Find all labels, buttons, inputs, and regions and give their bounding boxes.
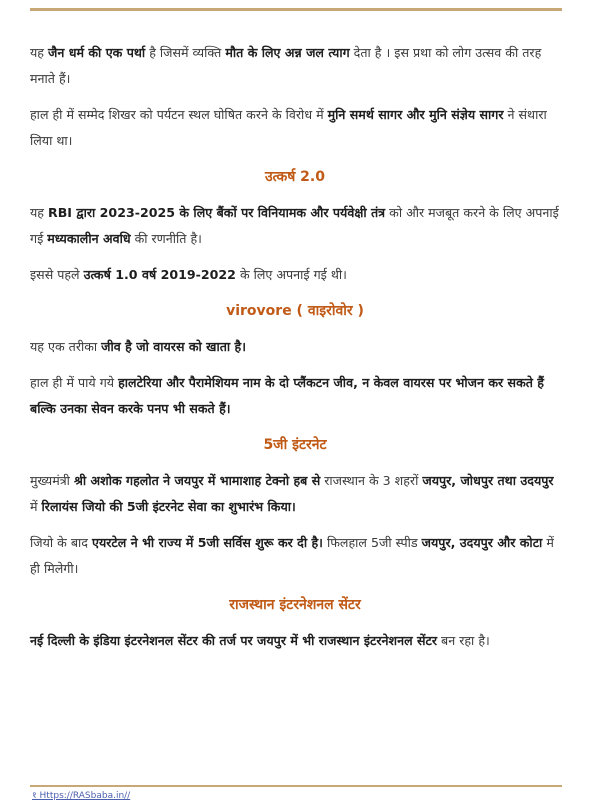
text-run: राजस्थान के 3 शहरों (320, 473, 423, 488)
bold-text: RBI द्वारा 2023-2025 के लिए बैंकों पर विनियामक और पर्यवेक्षी तंत्र (48, 205, 386, 220)
text-run: की रणनीति है। (130, 231, 202, 246)
text-run: में ही मिलेगी। (30, 535, 554, 576)
top-divider (30, 8, 562, 11)
bottom-divider (30, 785, 562, 787)
heading-5g-internet (30, 432, 560, 458)
bold-text: जीव है जो वायरस को खाता है। (101, 339, 247, 354)
heading-rajasthan-international-centre (30, 592, 560, 618)
paragraph (30, 530, 560, 582)
heading-utkarsh (30, 164, 560, 190)
text-run: फिलहाल 5जी स्पीड (322, 535, 422, 550)
text-run: उत्कर्ष 2.0 (265, 169, 325, 185)
bold-text: मुनि समर्थ सागर और मुनि संज्ञेय सागर (327, 107, 504, 122)
bold-text: उत्कर्ष 1.0 वर्ष 2019-2022 (83, 267, 236, 282)
text-run: यह एक तरीका (30, 339, 102, 354)
bold-text: जयपुर, उदयपुर और कोटा (421, 535, 543, 550)
text-run: यह (30, 45, 48, 60)
text-run: जियो के बाद (30, 535, 92, 550)
text-run: ने संथारा लिया था। (30, 107, 547, 148)
text-run: यह (30, 205, 48, 220)
paragraph (30, 468, 560, 520)
text-run: इससे पहले (30, 267, 84, 282)
paragraph (30, 200, 560, 252)
bold-text: रिलायंस जियो की 5जी इंटरनेट सेवा का शुभारंभ किया। (41, 499, 296, 514)
text-run: में (30, 499, 42, 514)
bold-text: हालटेरिया और पैरामेशियम नाम के दो प्लैंकटन जीव, न केवल वायरस पर भोजन कर सकते हैं बल्कि उनका सेवन करके पनप भी सकते हैं। (30, 375, 544, 416)
bold-text: श्री अशोक गहलोत ने जयपुर में भामाशाह टेक्नो हब से (73, 473, 321, 488)
text-run: है जिसमें व्यक्ति (145, 45, 226, 60)
paragraph (30, 102, 560, 154)
bold-text: जयपुर, जोधपुर तथा उदयपुर (422, 473, 554, 488)
paragraph (30, 628, 560, 654)
text-run: को और मजबूत करने के लिए अपनाई गई (30, 205, 559, 246)
text-run: बन रहा है। (437, 633, 490, 648)
paragraph (30, 40, 560, 92)
text-run: 5जी इंटरनेट (263, 437, 327, 453)
text-run: देता है । इस प्रथा को लोग उत्सव की तरह मनाते हैं। (30, 45, 542, 86)
text-run: हाल ही में सम्मेद शिखर को पर्यटन स्थल घोषित करने के विरोध में (30, 107, 328, 122)
bold-text: एयरटेल ने भी राज्य में 5जी सर्विस शुरू कर दी है। (92, 535, 323, 550)
bold-text: मध्यकालीन अवधि (47, 231, 131, 246)
paragraph (30, 370, 560, 422)
text-run: के लिए अपनाई गई थी। (235, 267, 347, 282)
text-run: मुख्यमंत्री (30, 473, 74, 488)
text-run: हाल ही में पाये गये (30, 375, 119, 390)
text-run: राजस्थान इंटरनेशनल सेंटर (229, 597, 361, 613)
text-run: virovore ( वाइरोवोर ) (226, 303, 364, 319)
bold-text: मौत के लिए अन्न जल त्याग (225, 45, 350, 60)
footer-link[interactable]: १ Https://RASbaba.in// (32, 791, 131, 801)
bold-text: नई दिल्ली के इंडिया इंटरनेशनल सेंटर की तर्ज पर जयपुर में भी राजस्थान इंटरनेशनल सेंटर (30, 633, 438, 648)
paragraph (30, 334, 560, 360)
paragraph (30, 262, 560, 288)
article-body (30, 40, 560, 664)
bold-text: जैन धर्म की एक पर्था (48, 45, 146, 60)
heading-virovore (30, 298, 560, 324)
